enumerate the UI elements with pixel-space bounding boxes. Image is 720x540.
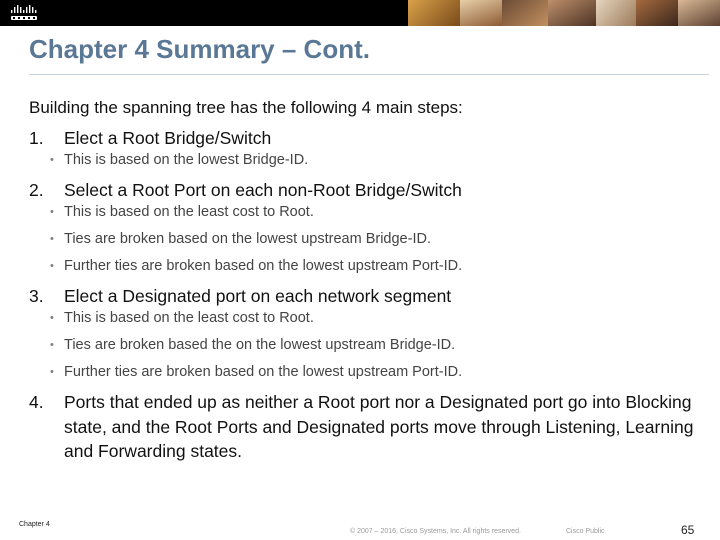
bullet-item — [29, 203, 709, 221]
step-text: Elect a Designated port on each network segment — [64, 286, 452, 306]
footer-chapter: Chapter 4 — [19, 521, 50, 528]
bullet-icon: • — [50, 366, 54, 378]
bullet-icon: • — [50, 154, 54, 166]
bullet-icon: • — [50, 233, 54, 245]
slide-title: Chapter 4 Summary – Cont. — [29, 34, 370, 64]
photo-1 — [408, 0, 460, 26]
bullet-item — [29, 151, 709, 169]
slide-body — [29, 97, 709, 464]
step-2 — [29, 178, 709, 202]
bullet-icon: • — [50, 312, 54, 324]
footer-copyright: © 2007 – 2016, Cisco Systems, Inc. All rights reserved. — [350, 528, 521, 535]
cisco-logo-icon — [10, 4, 44, 22]
photo-7 — [678, 0, 720, 26]
step-number: 2. — [29, 180, 44, 200]
bullet-text: Ties are broken based on the lowest upstream Bridge-ID. — [64, 231, 431, 247]
bullet-text: This is based on the least cost to Root. — [64, 310, 314, 326]
intro-text: Building the spanning tree has the following 4 main steps: — [29, 98, 463, 117]
bullet-item — [29, 230, 709, 248]
title-divider — [29, 74, 709, 75]
page-number: 65 — [681, 523, 695, 537]
bullet-item — [29, 363, 709, 381]
step-text: Select a Root Port on each non-Root Bridge/Switch — [64, 180, 462, 200]
photo-5 — [596, 0, 636, 26]
bullet-text: Further ties are broken based on the lowest upstream Port-ID. — [64, 364, 463, 380]
step-text: Elect a Root Bridge/Switch — [64, 128, 272, 148]
bullet-item — [29, 309, 709, 327]
bullet-text: This is based on the least cost to Root. — [64, 204, 314, 220]
photo-3 — [502, 0, 548, 26]
photo-6 — [636, 0, 678, 26]
step-3 — [29, 284, 709, 308]
header-bar — [0, 0, 720, 26]
step-1-bullets — [29, 151, 709, 169]
bullet-icon: • — [50, 206, 54, 218]
bullet-icon: • — [50, 339, 54, 351]
bullet-item — [29, 257, 709, 275]
bullet-text: Further ties are broken based on the lowest upstream Port-ID. — [64, 258, 463, 274]
header-photo-strip — [408, 0, 720, 26]
step-4 — [29, 390, 709, 464]
step-1 — [29, 126, 709, 150]
footer-classification: Cisco Public — [566, 528, 605, 535]
step-2-bullets — [29, 203, 709, 275]
step-number: 3. — [29, 286, 44, 306]
step-number: 1. — [29, 128, 44, 148]
bullet-icon: • — [50, 260, 54, 272]
bullet-text: Ties are broken based the on the lowest upstream Bridge-ID. — [64, 337, 456, 353]
photo-4 — [548, 0, 596, 26]
step-number: 4. — [29, 392, 44, 412]
bullet-item — [29, 336, 709, 354]
step-text: Ports that ended up as neither a Root port nor a Designated port go into Blocking state, and the Root Ports and Designated ports move through Listening, Learning and Forwarding states. — [64, 392, 694, 461]
step-3-bullets — [29, 309, 709, 381]
photo-2 — [460, 0, 502, 26]
bullet-text: This is based on the lowest Bridge-ID. — [64, 152, 309, 168]
